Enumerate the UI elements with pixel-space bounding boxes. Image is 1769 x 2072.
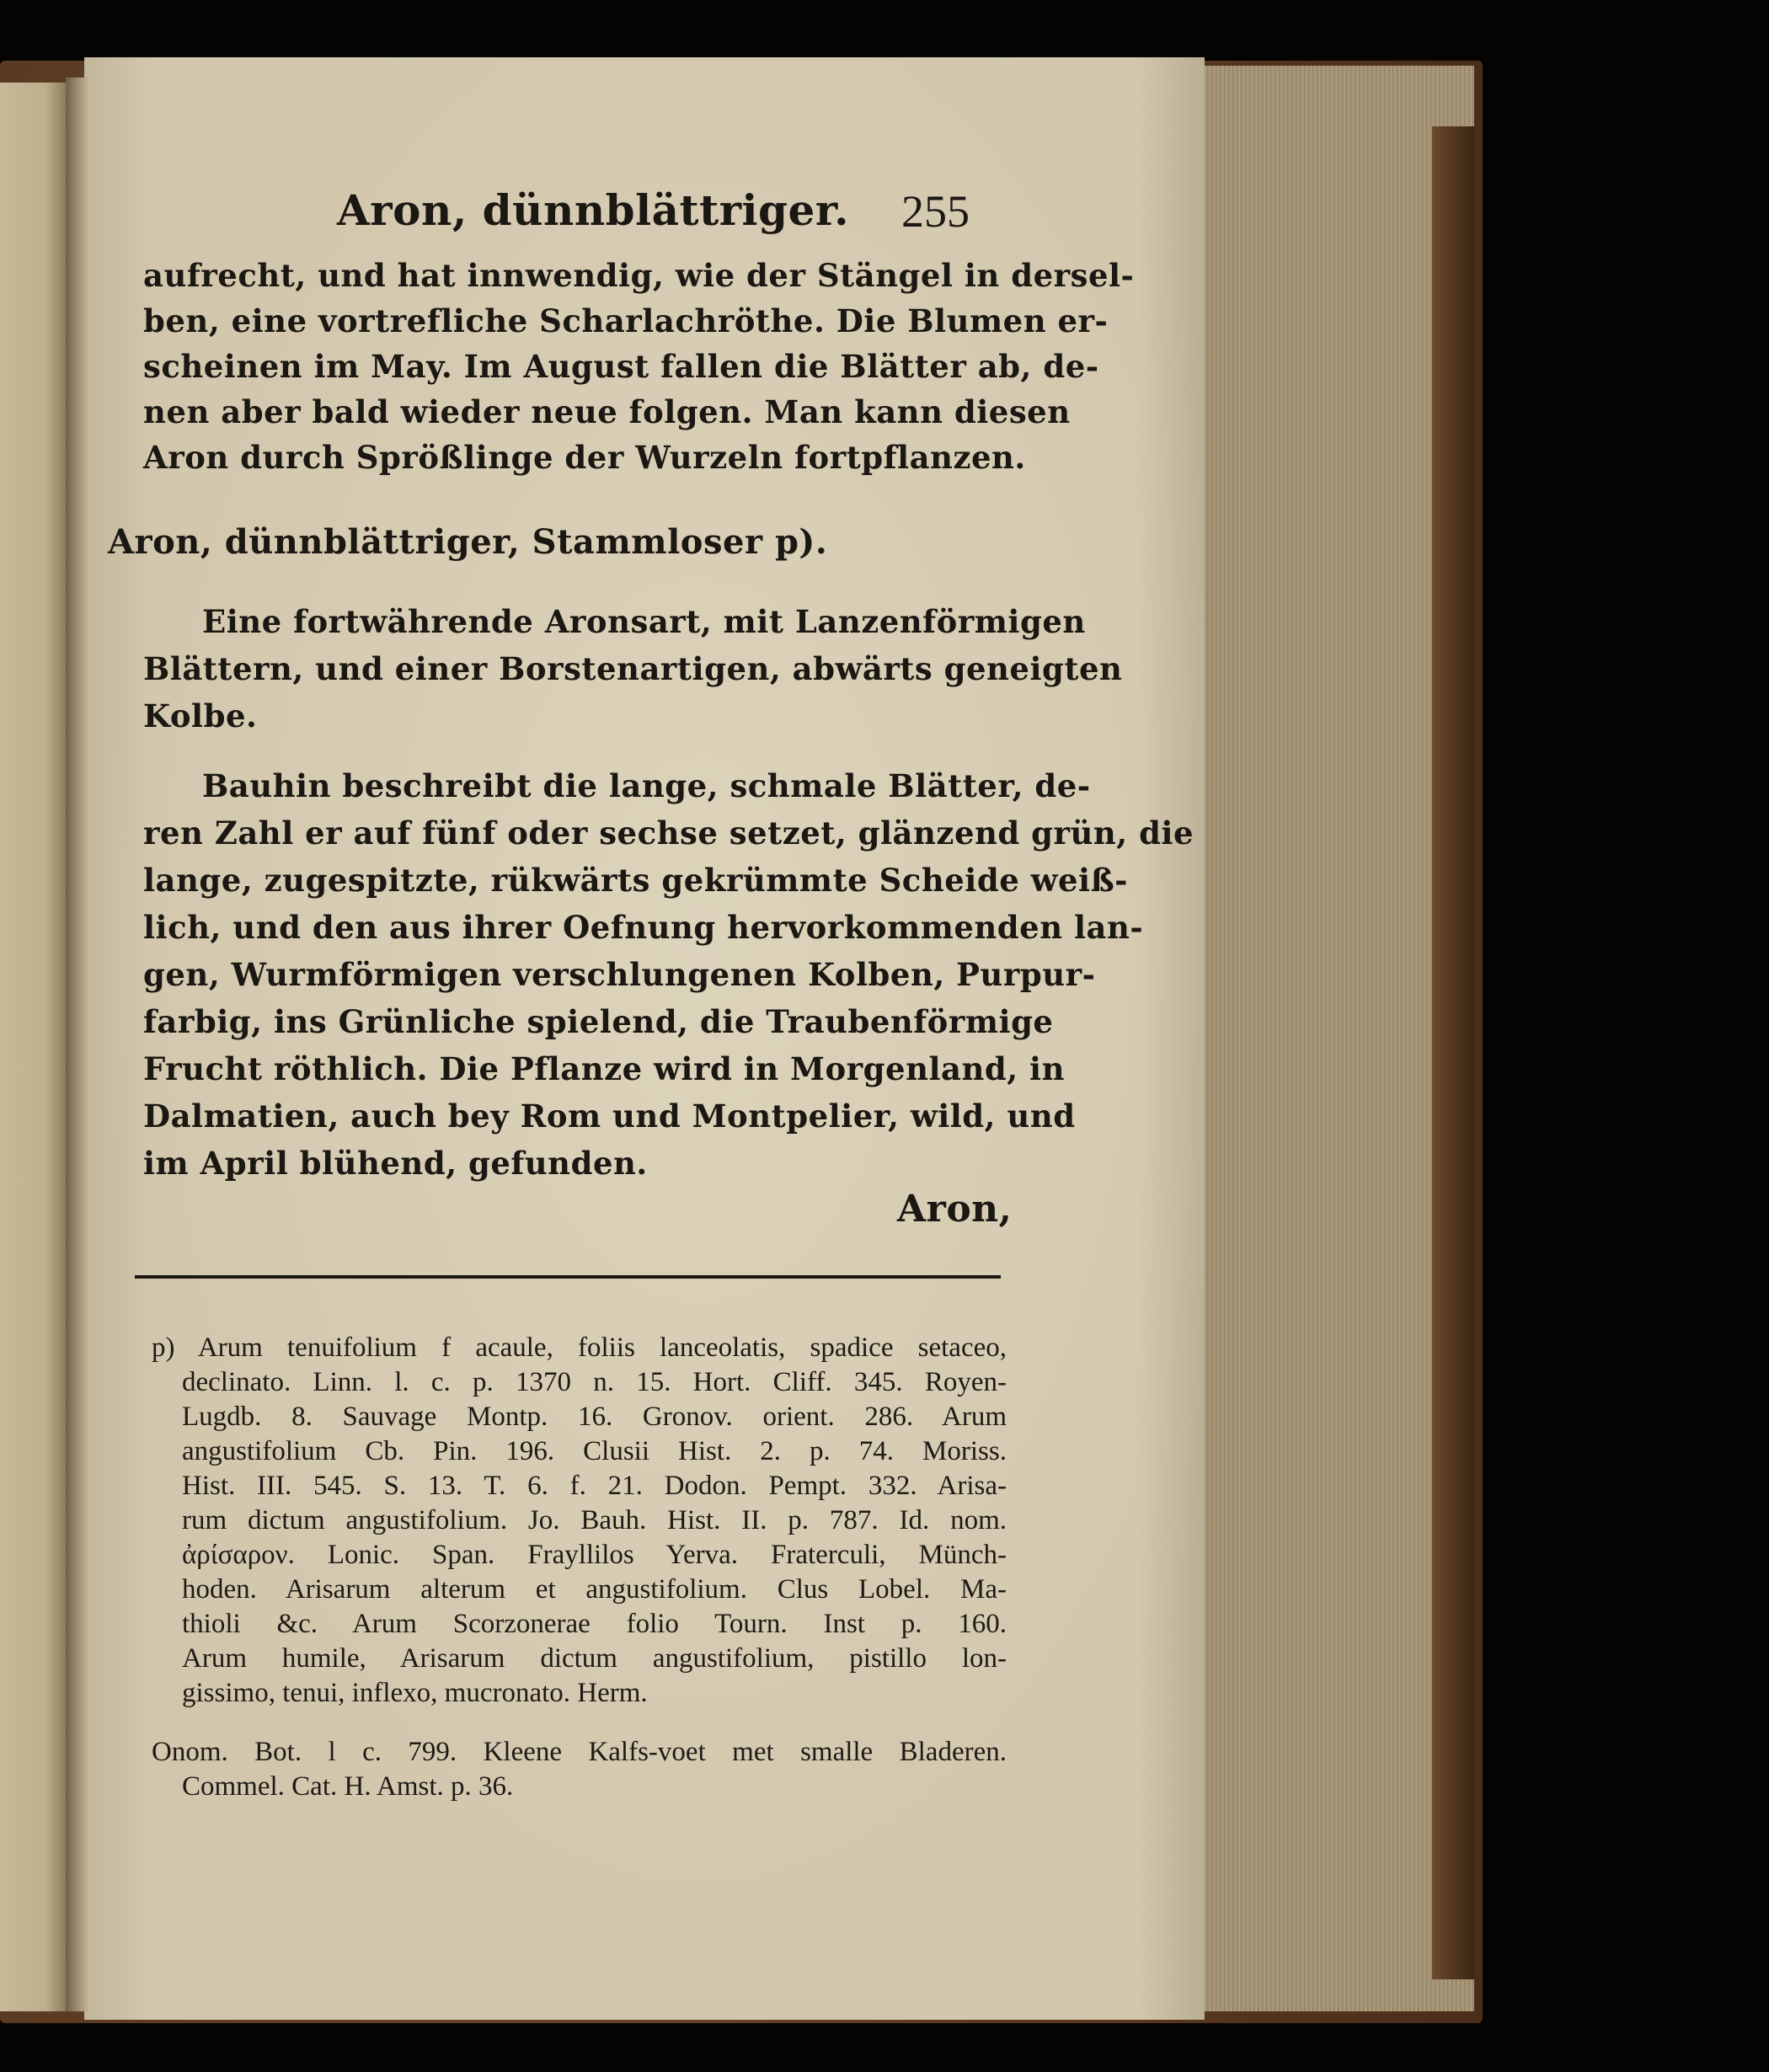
paragraph-1 (143, 253, 1135, 480)
catchword: Aron, (897, 1188, 1013, 1231)
text-line: Kolbe. (143, 697, 258, 734)
footnote-continuation (152, 1735, 1007, 1804)
footnote-line: gissimo, tenui, inflexo, mucronato. Herm. (182, 1678, 648, 1708)
text-line: lange, zugespitzte, rükwärts gekrümmte Scheide weiß- (143, 862, 1129, 899)
page-number: 255 (901, 186, 970, 237)
footnote-line: hoden. Arisarum alterum et angustifolium. Clus Lobel. Ma- (182, 1574, 1007, 1605)
entry-heading: Aron, dünnblättriger, Stammloser p). (108, 522, 828, 562)
footnote-line: p) Arum tenuifolium f acaule, foliis lanceolatis, spadice setaceo, (152, 1332, 1007, 1363)
text-line: Frucht röthlich. Die Pflanze wird in Morgenland, in (143, 1050, 1066, 1087)
text-line: Bauhin beschreibt die lange, schmale Blätter, de- (202, 767, 1091, 804)
footnote-line: Arum humile, Arisarum dictum angustifolium, pistillo lon- (182, 1643, 1007, 1674)
footnote-line: Lugdb. 8. Sauvage Montp. 16. Gronov. orient. 286. Arum (182, 1402, 1007, 1432)
footnote-line: Hist. III. 545. S. 13. T. 6. f. 21. Dodon. Pempt. 332. Arisa- (182, 1471, 1007, 1501)
running-head: Aron, dünnblättriger. (337, 185, 849, 235)
text-line: Blättern, und einer Borstenartigen, abwärts geneigten (143, 650, 1123, 687)
text-line: nen aber bald wieder neue folgen. Man kann diesen (143, 393, 1071, 430)
text-line: lich, und den aus ihrer Oefnung hervorkommenden lan- (143, 909, 1144, 946)
cover-edge (1432, 126, 1474, 1979)
text-line: im April blühend, gefunden. (143, 1145, 648, 1182)
text-line: ren Zahl er auf fünf oder sechse setzet, glänzend grün, die (143, 814, 1194, 852)
text-line: Dalmatien, auch bey Rom und Montpelier, wild, und (143, 1097, 1076, 1135)
footnote-line: angustifolium Cb. Pin. 196. Clusii Hist. 2. p. 74. Moriss. (182, 1436, 1007, 1466)
text-line: Aron durch Sprößlinge der Wurzeln fortpflanzen. (143, 439, 1026, 476)
text-line: Eine fortwährende Aronsart, mit Lanzenförmigen (202, 603, 1086, 640)
book-gutter (66, 77, 91, 2011)
text-line: scheinen im May. Im August fallen die Blätter ab, de- (143, 348, 1099, 385)
text-line: ben, eine vortrefliche Scharlachröthe. Die Blumen er- (143, 302, 1109, 339)
footnote-line: rum dictum angustifolium. Jo. Bauh. Hist. II. p. 787. Id. nom. (182, 1505, 1007, 1535)
footnote-divider (135, 1275, 1001, 1279)
footnote-line: Commel. Cat. H. Amst. p. 36. (182, 1771, 514, 1802)
footnote-line: declinato. Linn. l. c. p. 1370 n. 15. Hort. Cliff. 345. Royen- (182, 1367, 1007, 1397)
footnote-line: Onom. Bot. l c. 799. Kleene Kalfs-voet met smalle Bladeren. (152, 1737, 1007, 1767)
text-line: gen, Wurmförmigen verschlungenen Kolben, Purpur- (143, 956, 1096, 993)
footnote-p (152, 1331, 1007, 1711)
paragraph-3 (143, 762, 1194, 1187)
paragraph-2 (143, 598, 1123, 740)
footnote-line: thioli &c. Arum Scorzonerae folio Tourn. Inst p. 160. (182, 1609, 1007, 1639)
text-line: aufrecht, und hat innwendig, wie der Stängel in dersel- (143, 257, 1135, 294)
footnote-line: ἀρίσαρον. Lonic. Span. Frayllilos Yerva. Fraterculi, Münch- (182, 1540, 1007, 1570)
text-line: farbig, ins Grünliche spielend, die Traubenförmige (143, 1003, 1054, 1040)
left-page-edge (0, 83, 68, 2011)
